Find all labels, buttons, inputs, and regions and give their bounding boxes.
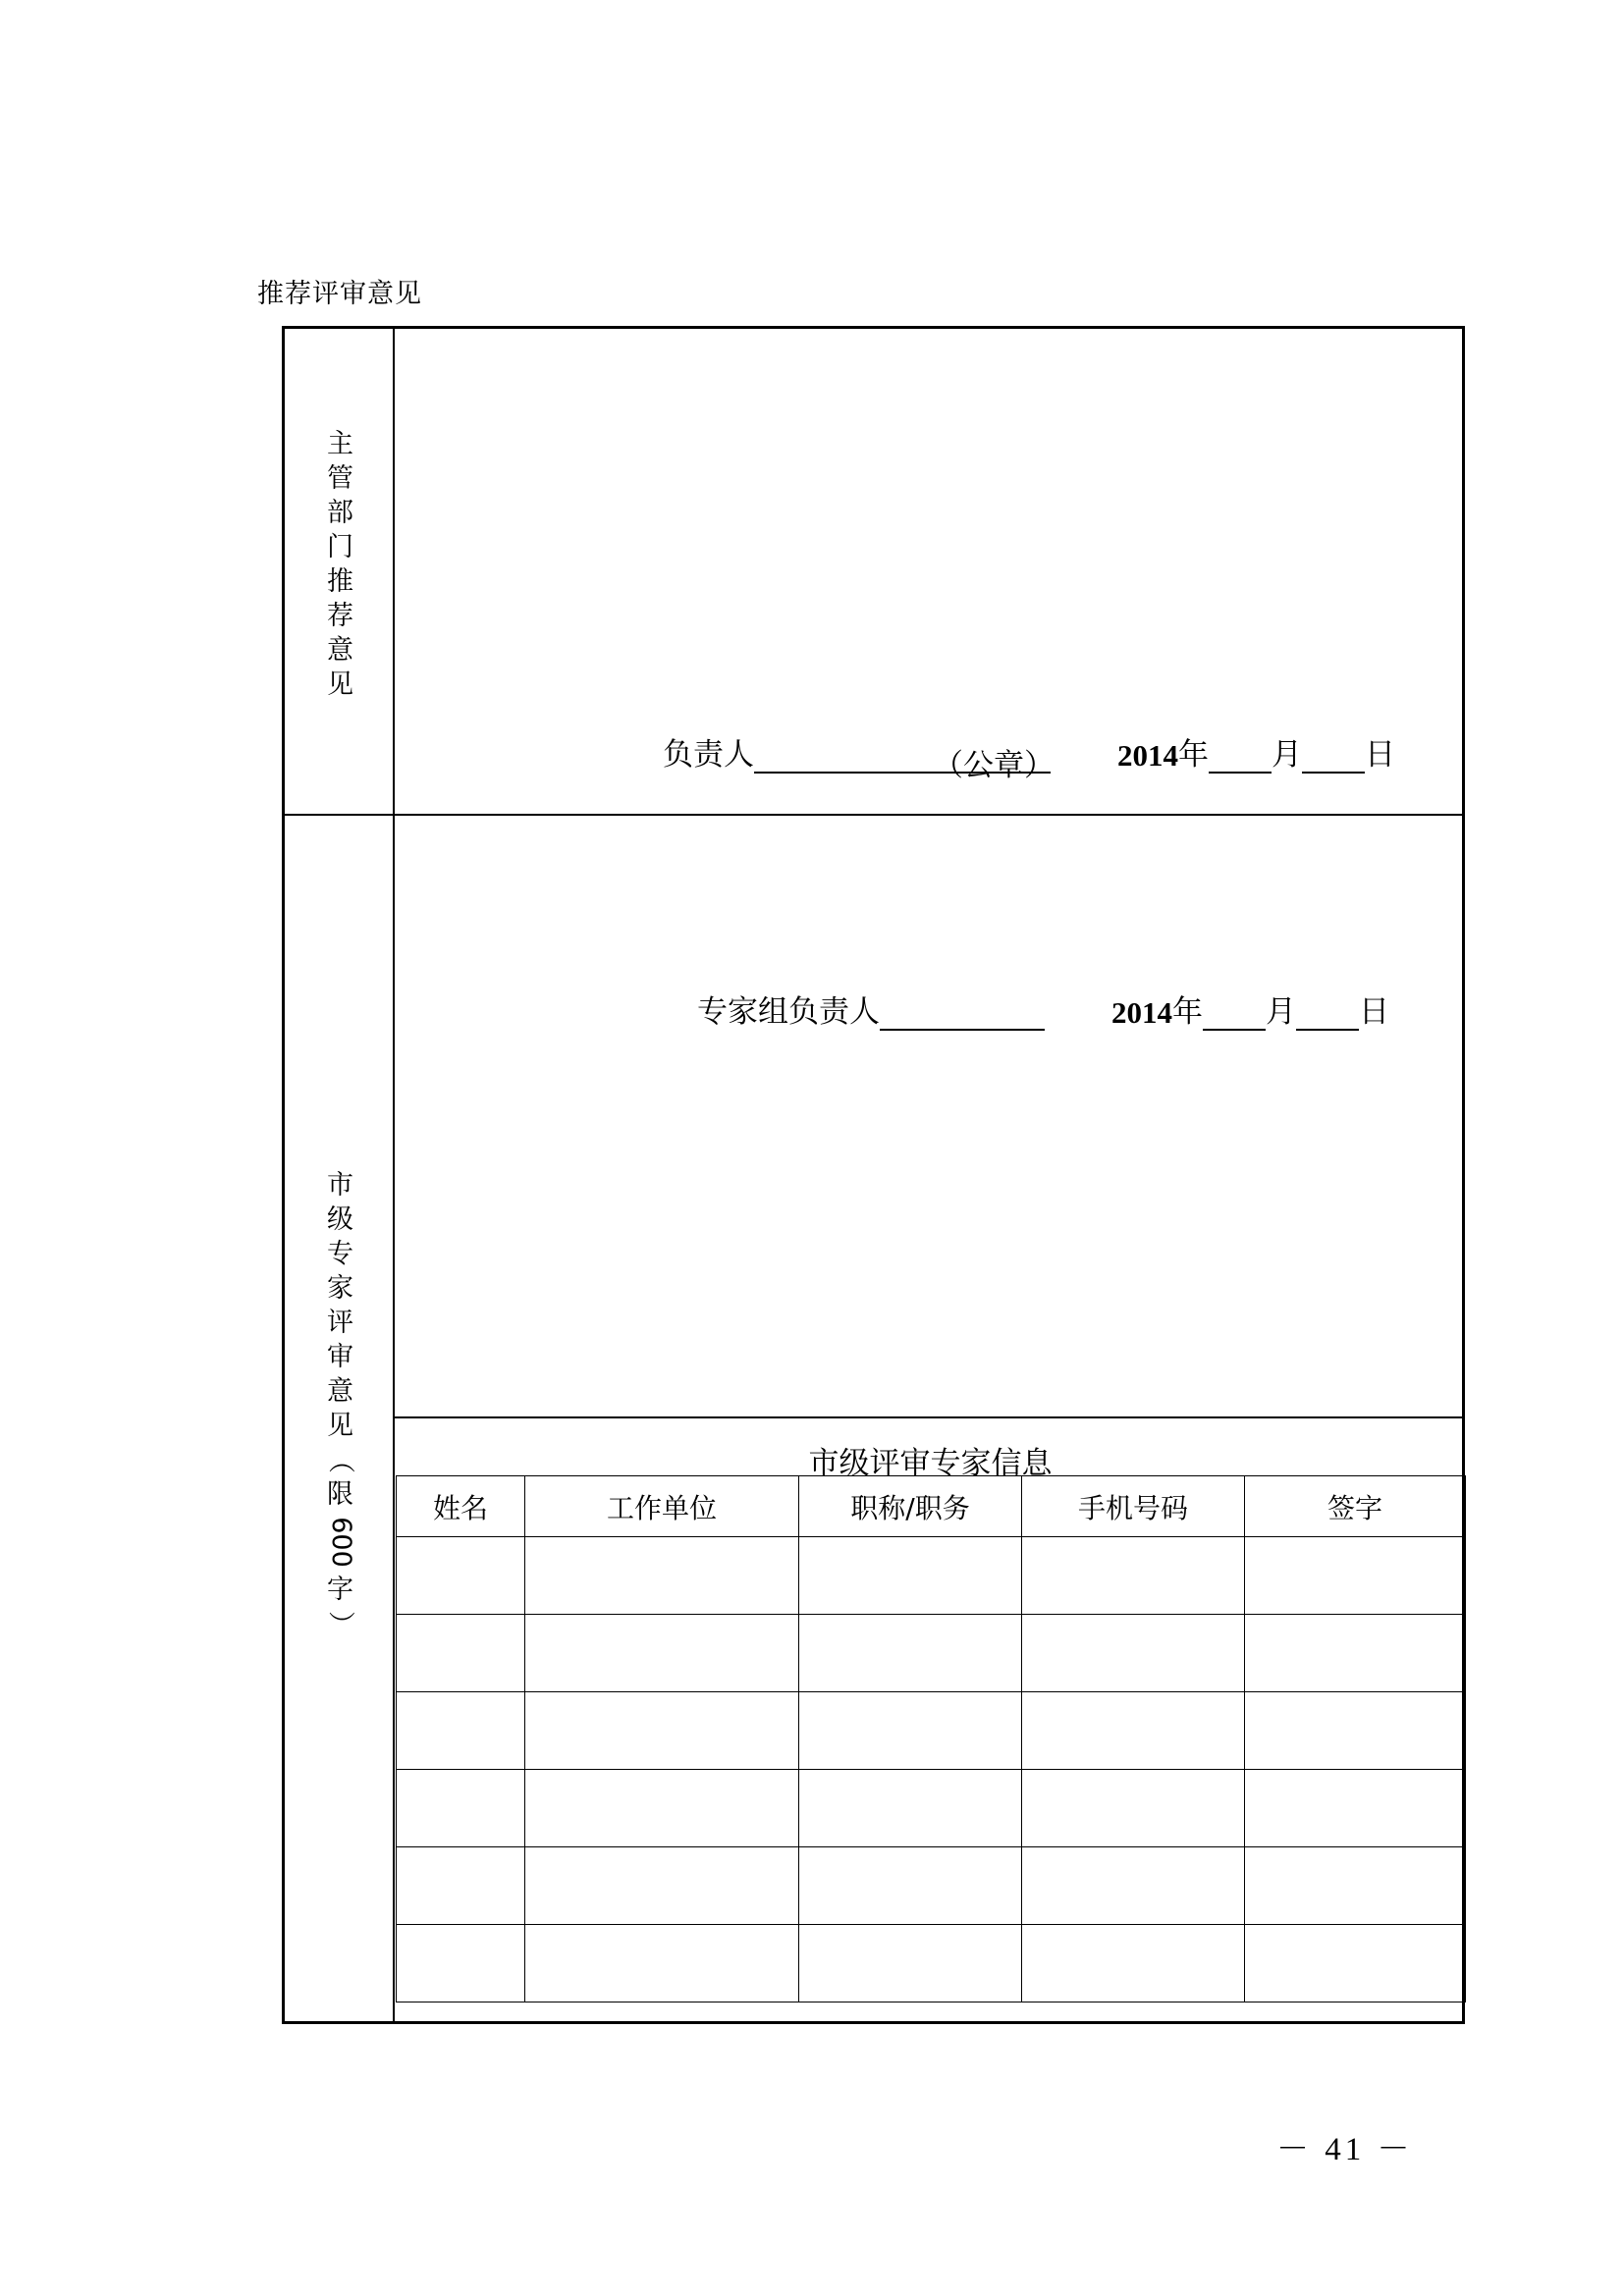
signature-cell[interactable] xyxy=(1245,1847,1466,1925)
experts-table-title: 市级评审专家信息 xyxy=(808,1446,1053,1481)
table-row xyxy=(397,1770,1466,1847)
workplace-cell[interactable] xyxy=(525,1537,799,1615)
label-char: 见 xyxy=(327,1411,353,1441)
signer-field[interactable] xyxy=(754,740,933,774)
year-unit: 年 xyxy=(1178,737,1209,773)
label-note-char: 限 xyxy=(327,1479,353,1510)
table-row xyxy=(397,1615,1466,1692)
phone-cell[interactable] xyxy=(1022,1925,1245,2002)
workplace-cell[interactable] xyxy=(525,1925,799,2002)
label-note-char: 600 xyxy=(325,1517,356,1568)
phone-cell[interactable] xyxy=(1022,1847,1245,1925)
year-value: 2014 xyxy=(1117,738,1178,773)
expert-opinion-label xyxy=(285,1168,396,1641)
label-char: 意 xyxy=(327,635,353,666)
month-field[interactable] xyxy=(1203,997,1266,1031)
table-row xyxy=(397,1847,1466,1925)
experts-table xyxy=(396,1475,1466,2002)
phone-cell[interactable] xyxy=(1022,1537,1245,1615)
phone-cell[interactable] xyxy=(1022,1770,1245,1847)
section-divider xyxy=(285,814,1462,816)
column-header: 姓名 xyxy=(397,1476,525,1537)
dept-opinion-label xyxy=(285,427,396,702)
day-unit: 日 xyxy=(1359,994,1389,1030)
name-cell[interactable] xyxy=(397,1770,525,1847)
workplace-cell[interactable] xyxy=(525,1692,799,1770)
dept-signature-line xyxy=(663,729,1395,783)
review-form xyxy=(282,326,1465,2024)
column-header: 工作单位 xyxy=(525,1476,799,1537)
label-note-char: （ xyxy=(325,1447,355,1473)
table-row xyxy=(397,1537,1466,1615)
name-cell[interactable] xyxy=(397,1692,525,1770)
column-header: 手机号码 xyxy=(1022,1476,1245,1537)
label-char: 推 xyxy=(327,566,353,597)
table-row xyxy=(397,1692,1466,1770)
title-cell[interactable] xyxy=(799,1925,1022,2002)
day-field[interactable] xyxy=(1302,740,1365,774)
table-row xyxy=(397,1925,1466,2002)
label-char: 管 xyxy=(327,463,353,494)
year-unit: 年 xyxy=(1172,994,1203,1030)
month-unit: 月 xyxy=(1266,994,1296,1030)
signature-cell[interactable] xyxy=(1245,1925,1466,2002)
title-cell[interactable] xyxy=(799,1537,1022,1615)
workplace-cell[interactable] xyxy=(525,1770,799,1847)
signature-cell[interactable] xyxy=(1245,1692,1466,1770)
title-cell[interactable] xyxy=(799,1770,1022,1847)
day-unit: 日 xyxy=(1365,737,1395,773)
label-char: 主 xyxy=(327,429,353,459)
label-note-char: 字 xyxy=(327,1575,353,1605)
workplace-cell[interactable] xyxy=(525,1847,799,1925)
name-cell[interactable] xyxy=(397,1537,525,1615)
workplace-cell[interactable] xyxy=(525,1615,799,1692)
section-title: 推荐评审意见 xyxy=(257,279,422,309)
label-char: 荐 xyxy=(327,601,353,631)
signer-label: 负责人 xyxy=(663,737,754,773)
label-char: 专 xyxy=(327,1239,353,1269)
signature-cell[interactable] xyxy=(1245,1615,1466,1692)
name-cell[interactable] xyxy=(397,1615,525,1692)
label-note-char: ） xyxy=(325,1611,355,1637)
label-char: 评 xyxy=(327,1308,353,1338)
name-cell[interactable] xyxy=(397,1925,525,2002)
day-field[interactable] xyxy=(1296,997,1359,1031)
signer-label: 专家组负责人 xyxy=(697,994,880,1030)
table-header-row xyxy=(397,1476,1466,1537)
column-header: 签字 xyxy=(1245,1476,1466,1537)
name-cell[interactable] xyxy=(397,1847,525,1925)
label-char: 见 xyxy=(327,669,353,700)
experts-title-top-border xyxy=(395,1416,1462,1418)
phone-cell[interactable] xyxy=(1022,1692,1245,1770)
phone-cell[interactable] xyxy=(1022,1615,1245,1692)
label-char: 家 xyxy=(327,1273,353,1304)
month-field[interactable] xyxy=(1209,740,1272,774)
month-unit: 月 xyxy=(1272,737,1302,773)
signature-cell[interactable] xyxy=(1245,1770,1466,1847)
label-char: 意 xyxy=(327,1376,353,1407)
column-header: 职称/职务 xyxy=(799,1476,1022,1537)
title-cell[interactable] xyxy=(799,1692,1022,1770)
label-char: 门 xyxy=(327,532,353,562)
title-cell[interactable] xyxy=(799,1615,1022,1692)
signature-cell[interactable] xyxy=(1245,1537,1466,1615)
label-char: 市 xyxy=(327,1170,353,1201)
page-number: － 41 － xyxy=(1276,2132,1414,2167)
title-cell[interactable] xyxy=(799,1847,1022,1925)
label-char: 审 xyxy=(327,1342,353,1372)
label-char: 部 xyxy=(327,498,353,528)
expert-signature-line xyxy=(697,987,1389,1031)
seal-label: （公章） xyxy=(933,740,1051,774)
signer-field[interactable] xyxy=(880,997,1045,1031)
label-char: 级 xyxy=(327,1204,353,1235)
year-value: 2014 xyxy=(1111,995,1172,1030)
